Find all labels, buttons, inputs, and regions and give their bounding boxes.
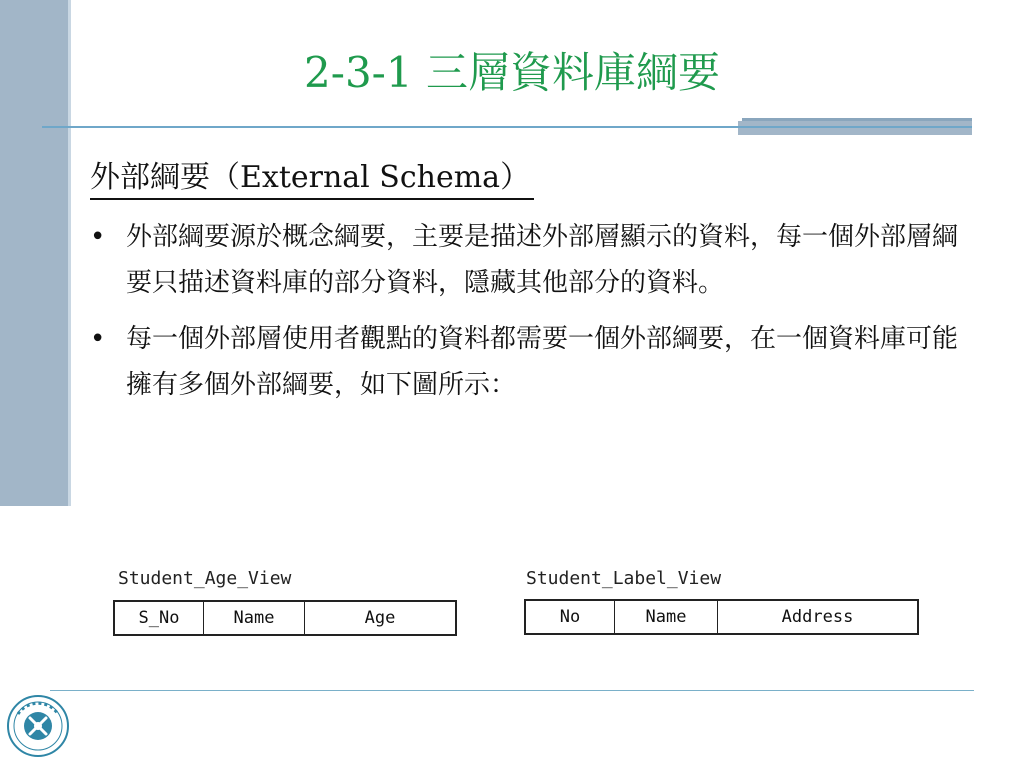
table-cell: Age <box>305 601 457 635</box>
table-cell: Name <box>204 601 305 635</box>
table-row <box>114 601 456 635</box>
bullet-item <box>86 316 986 408</box>
table-row <box>525 600 918 634</box>
student-age-view-table <box>113 600 457 636</box>
section-heading: 外部綱要（External Schema） <box>90 152 534 200</box>
student-age-view-label: Student_Age_View <box>118 568 292 589</box>
student-label-view-table <box>524 599 919 635</box>
table-cell: S_No <box>114 601 204 635</box>
table-cell: No <box>525 600 615 634</box>
university-seal-icon <box>6 694 70 758</box>
title-rule <box>42 126 972 128</box>
footer-rule <box>50 690 974 691</box>
slide-title: 2-3-1 三層資料庫綱要 <box>304 48 720 97</box>
bullet-text: 外部綱要源於概念綱要，主要是描述外部層顯示的資料，每一個外部層綱要只描述資料庫的部分資料，隱藏其他部分的資料。 <box>126 222 959 298</box>
bullet-text: 每一個外部層使用者觀點的資料都需要一個外部綱要，在一個資料庫可能擁有多個外部綱要，如下圖所示： <box>126 324 959 400</box>
bullet-item <box>86 214 986 306</box>
title-rule-accent <box>738 121 972 135</box>
bullet-marker: • <box>90 324 106 354</box>
bullet-marker: • <box>90 222 106 252</box>
table-cell: Name <box>615 600 718 634</box>
bullet-list <box>86 214 986 418</box>
table-cell: Address <box>718 600 919 634</box>
student-label-view-label: Student_Label_View <box>526 568 722 589</box>
